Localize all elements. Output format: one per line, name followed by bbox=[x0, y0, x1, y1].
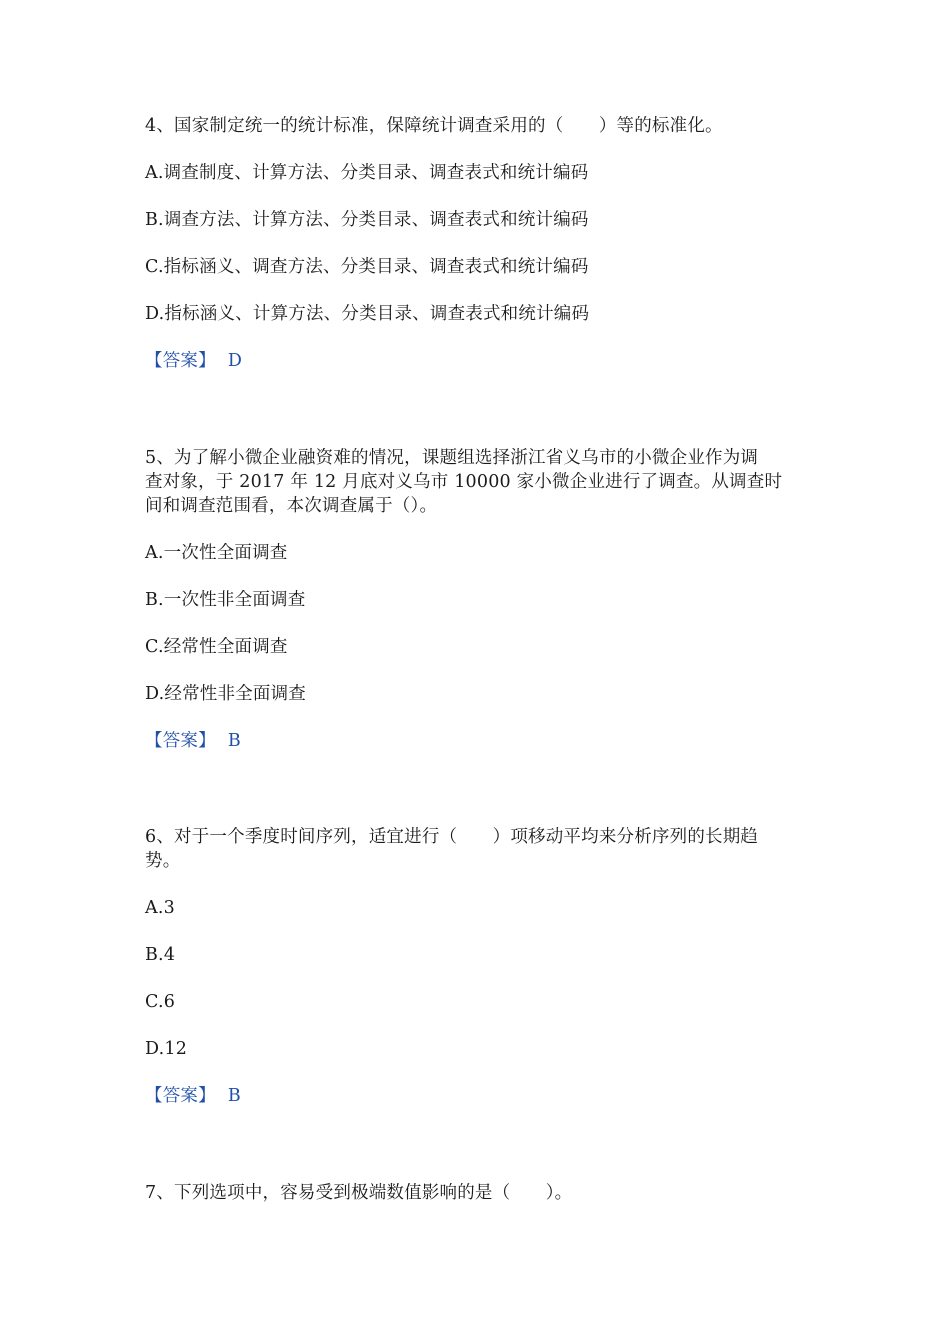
option-b: B.4 bbox=[145, 945, 176, 965]
question-stem-line: 查对象，于 2017 年 12 月底对义乌市 10000 家小微企业进行了调查。从调查时 bbox=[145, 472, 783, 492]
question-5 bbox=[145, 446, 810, 753]
option-d: D.指标涵义、计算方法、分类目录、调查表式和统计编码 bbox=[145, 304, 590, 324]
question-6 bbox=[145, 825, 810, 1108]
option-d: D.经常性非全面调查 bbox=[145, 684, 306, 704]
answer-label: 【答案】 bbox=[145, 351, 216, 371]
answer bbox=[145, 1084, 810, 1108]
option-c: C.6 bbox=[145, 992, 176, 1012]
answer bbox=[145, 349, 810, 373]
option-c: C.指标涵义、调查方法、分类目录、调查表式和统计编码 bbox=[145, 257, 589, 277]
question-4 bbox=[145, 114, 810, 373]
answer-value: B bbox=[227, 1086, 241, 1106]
option-a: A.3 bbox=[145, 898, 175, 918]
answer-label: 【答案】 bbox=[145, 731, 216, 751]
answer-value: B bbox=[227, 731, 241, 751]
question-7 bbox=[145, 1181, 810, 1205]
answer-label: 【答案】 bbox=[145, 1086, 216, 1106]
answer-value: D bbox=[227, 351, 243, 371]
question-stem: 7、下列选项中，容易受到极端数值影响的是（ ）。 bbox=[145, 1183, 573, 1203]
question-stem-line: 势。 bbox=[145, 851, 181, 871]
option-a: A.调查制度、计算方法、分类目录、调查表式和统计编码 bbox=[145, 163, 589, 183]
answer bbox=[145, 729, 810, 753]
question-stem-line: 6、对于一个季度时间序列，适宜进行（ ）项移动平均来分析序列的长期趋 bbox=[145, 827, 759, 847]
option-d: D.12 bbox=[145, 1039, 188, 1059]
question-stem: 4、国家制定统一的统计标准，保障统计调查采用的（ ）等的标准化。 bbox=[145, 116, 723, 136]
option-b: B.一次性非全面调查 bbox=[145, 590, 306, 610]
option-a: A.一次性全面调查 bbox=[145, 543, 288, 563]
option-b: B.调查方法、计算方法、分类目录、调查表式和统计编码 bbox=[145, 210, 589, 230]
option-c: C.经常性全面调查 bbox=[145, 637, 288, 657]
question-stem-line: 间和调查范围看，本次调查属于（）。 bbox=[145, 496, 438, 516]
question-stem-line: 5、为了解小微企业融资难的情况，课题组选择浙江省义乌市的小微企业作为调 bbox=[145, 448, 759, 468]
